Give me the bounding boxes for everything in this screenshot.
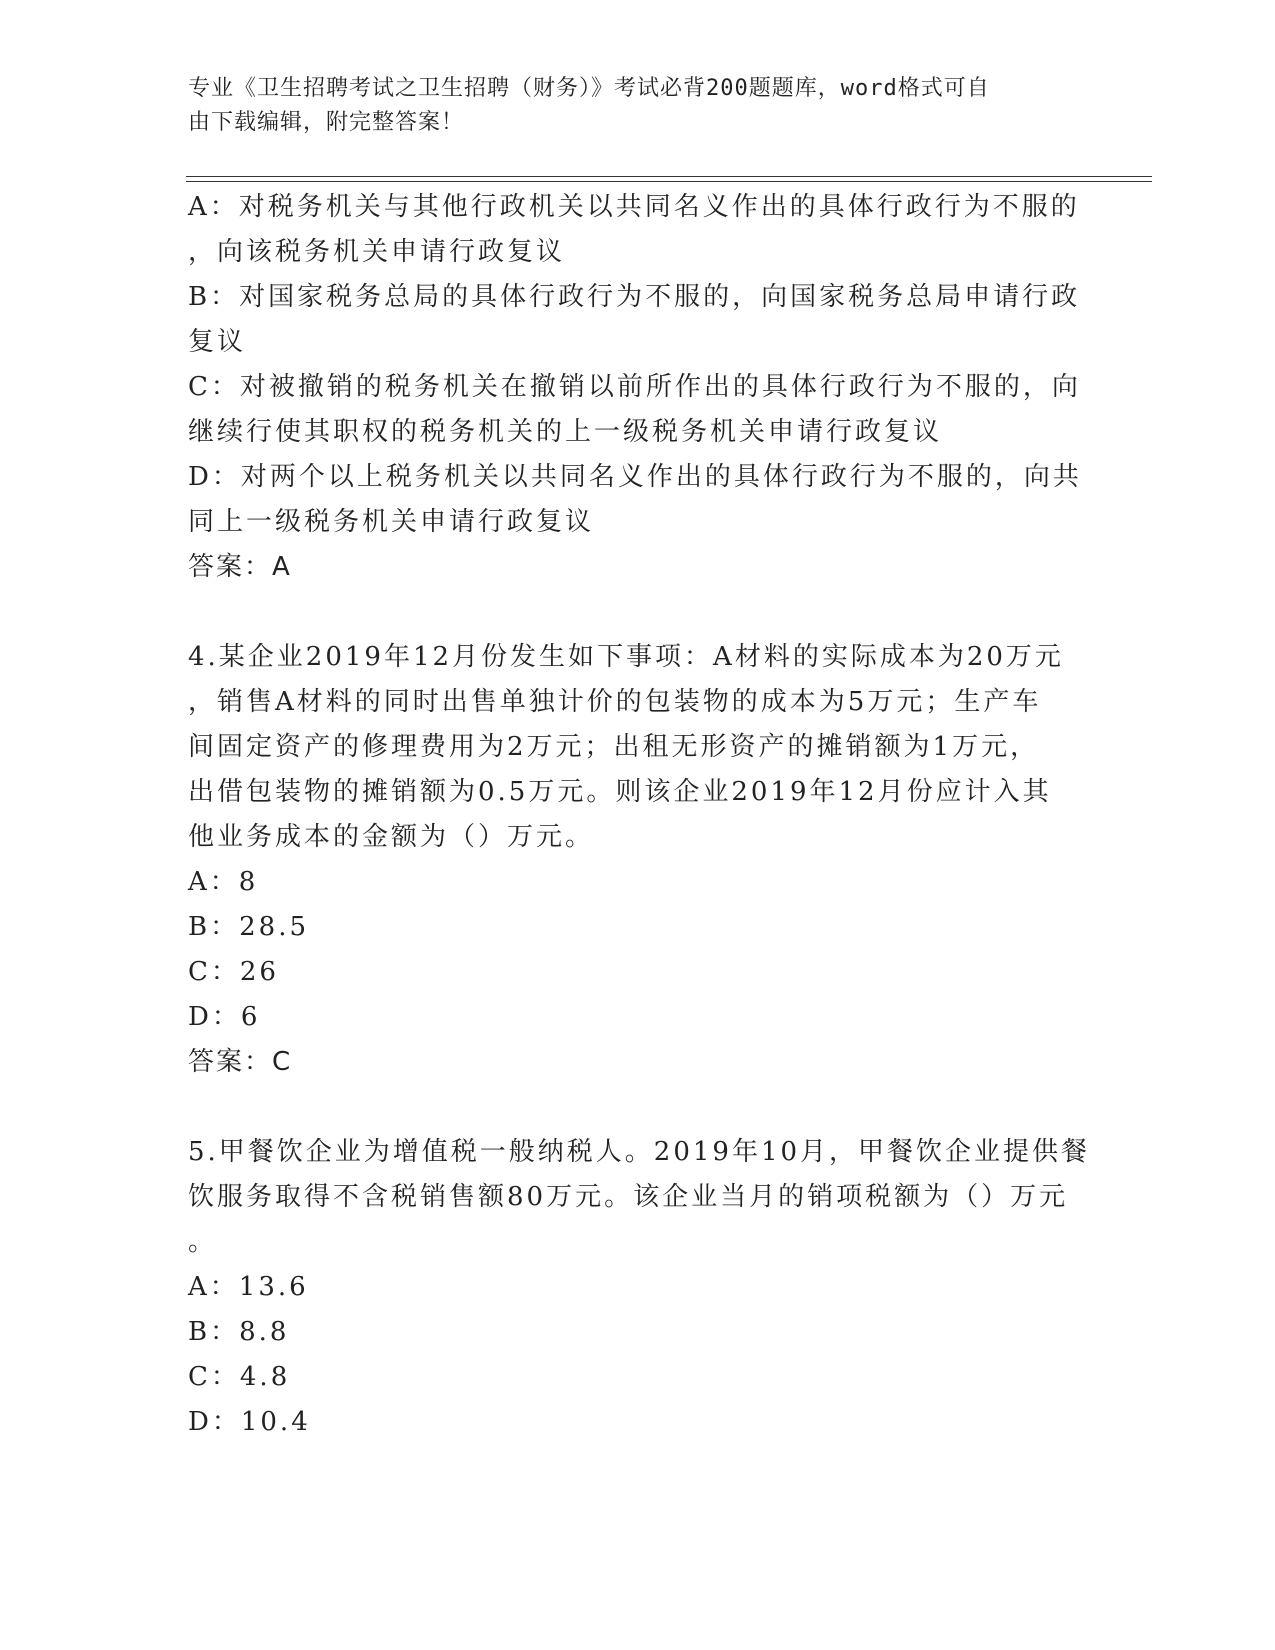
- header-line-2: 由下载编辑，附完整答案！: [188, 110, 465, 135]
- q4-option-d: D：6: [188, 1002, 261, 1032]
- q4-option-b: B：28.5: [188, 912, 309, 942]
- spacer: [188, 590, 1088, 635]
- q4-option-c: C：26: [188, 957, 279, 987]
- q5-option-b: B：8.8: [188, 1317, 290, 1347]
- q3-option-b-line-2: 复议: [188, 327, 247, 357]
- q4-answer: 答案：C: [188, 1047, 293, 1077]
- q3-option-c-line-1: C：对被撤销的税务机关在撤销以前所作出的具体行政行为不服的，向: [188, 372, 1081, 402]
- q3-answer: 答案：A: [188, 552, 292, 582]
- spacer: [188, 1085, 1088, 1130]
- q4-stem-line-4: 出借包装物的摊销额为0.5万元。则该企业2019年12月份应计入其: [188, 777, 1052, 807]
- q3-option-a-line-2: ，向该税务机关申请行政复议: [188, 237, 566, 267]
- q3-option-d-line-2: 同上一级税务机关申请行政复议: [188, 507, 595, 537]
- q3-option-c-line-2: 继续行使其职权的税务机关的上一级税务机关申请行政复议: [188, 417, 943, 447]
- q4-stem-line-5: 他业务成本的金额为（）万元。: [188, 822, 595, 852]
- question-4: [188, 635, 1088, 1085]
- q4-option-a: A：8: [188, 867, 259, 897]
- q3-option-a-line-1: A：对税务机关与其他行政机关以共同名义作出的具体行政行为不服的: [188, 192, 1080, 222]
- q5-option-d: D：10.4: [188, 1407, 311, 1437]
- header-rule-bottom: [186, 181, 1152, 182]
- document-body: [188, 185, 1091, 1445]
- q4-stem-line-2: ，销售A材料的同时出售单独计价的包装物的成本为5万元；生产车: [188, 687, 1042, 717]
- q5-option-c: C：4.8: [188, 1362, 291, 1392]
- q4-stem-line-3: 间固定资产的修理费用为2万元；出租无形资产的摊销额为1万元，: [188, 732, 1040, 762]
- q5-stem-line-2: 饮服务取得不含税销售额80万元。该企业当月的销项税额为（）万元: [188, 1182, 1069, 1212]
- q3-option-d-line-1: D：对两个以上税务机关以共同名义作出的具体行政行为不服的，向共: [188, 462, 1082, 492]
- document-header: [188, 72, 1068, 140]
- question-5: [188, 1130, 1091, 1445]
- q5-stem-line-3: 。: [188, 1227, 218, 1257]
- question-3-options: [188, 185, 1088, 590]
- q5-option-a: A：13.6: [188, 1272, 309, 1302]
- q3-option-b-line-1: B：对国家税务总局的具体行政行为不服的，向国家税务总局申请行政: [188, 282, 1081, 312]
- q5-stem-line-1: 5.甲餐饮企业为增值税一般纳税人。2019年10月，甲餐饮企业提供餐: [188, 1137, 1091, 1167]
- q4-stem-line-1: 4.某企业2019年12月份发生如下事项：A材料的实际成本为20万元: [188, 642, 1064, 672]
- header-rule-top: [186, 176, 1152, 177]
- header-line-1: 专业《卫生招聘考试之卫生招聘（财务）》考试必背200题题库，word格式可自: [188, 76, 990, 101]
